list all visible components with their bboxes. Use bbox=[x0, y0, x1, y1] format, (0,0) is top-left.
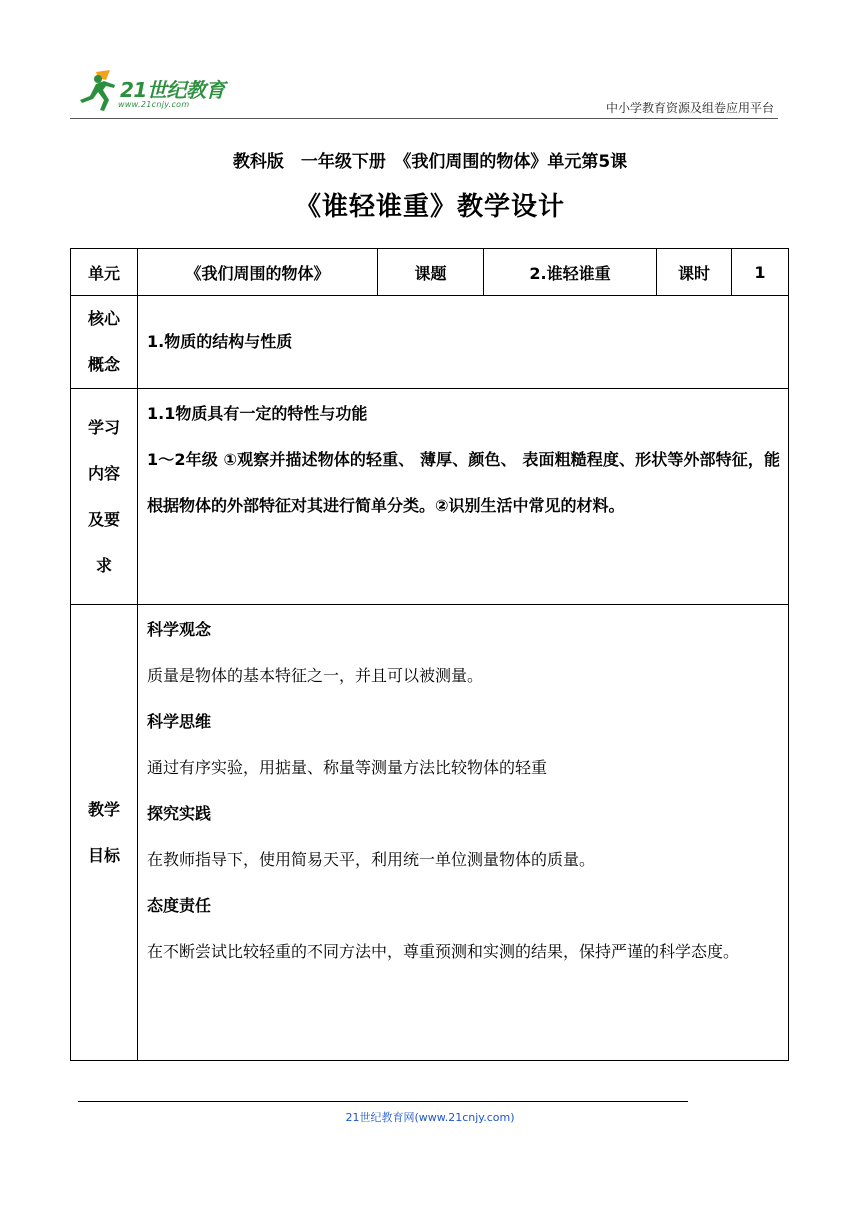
logo-text: 21世纪教育 bbox=[120, 78, 225, 102]
goal-heading: 态度责任 bbox=[147, 896, 212, 915]
header-divider bbox=[70, 118, 778, 119]
teaching-goals-text bbox=[138, 605, 789, 1061]
goal-heading: 科学观念 bbox=[147, 620, 212, 639]
unit-label: 单元 bbox=[71, 249, 138, 296]
site-logo bbox=[76, 70, 246, 116]
unit-value: 《我们周围的物体》 bbox=[138, 249, 378, 296]
table-row bbox=[71, 605, 789, 1061]
core-concept-label: 核心 概念 bbox=[71, 296, 138, 389]
goal-text: 通过有序实验，用掂量、称量等测量方法比较物体的轻重 bbox=[147, 758, 548, 777]
learning-requirements-label: 学习 内容 及要 求 bbox=[71, 389, 138, 605]
goal-text: 在不断尝试比较轻重的不同方法中，尊重预测和实测的结果，保持严谨的科学态度。 bbox=[147, 942, 740, 961]
goal-text: 在教师指导下，使用简易天平，利用统一单位测量物体的质量。 bbox=[147, 850, 596, 869]
topic-value: 2.谁轻谁重 bbox=[484, 249, 657, 296]
core-concept-text: 1.物质的结构与性质 bbox=[138, 296, 789, 389]
goal-text: 质量是物体的基本特征之一，并且可以被测量。 bbox=[147, 666, 484, 685]
table-row bbox=[71, 296, 789, 389]
period-label: 课时 bbox=[657, 249, 732, 296]
learning-requirements-text: 1.1物质具有一定的特性与功能 1～2年级 ①观察并描述物体的轻重、 薄厚、颜色、 表面粗糙程度、形状等外部特征，能根据物体的外部特征对其进行简单分类。②识别生活中常见的材料。 bbox=[138, 389, 789, 605]
footer-link[interactable]: 21世纪教育网(www.21cnjy.com) bbox=[345, 1111, 515, 1124]
table-row bbox=[71, 249, 789, 296]
doc-subtitle: 教科版 一年级下册 《我们周围的物体》单元第5课 bbox=[232, 152, 628, 172]
table-row bbox=[71, 389, 789, 605]
goal-heading: 探究实践 bbox=[147, 804, 212, 823]
runner-logo-icon bbox=[76, 70, 122, 116]
period-value: 1 bbox=[732, 249, 789, 296]
topic-label: 课题 bbox=[378, 249, 484, 296]
goal-heading: 科学思维 bbox=[147, 712, 212, 731]
doc-title: 《谁轻谁重》教学设计 bbox=[294, 192, 565, 222]
footer-divider bbox=[78, 1101, 688, 1102]
platform-name: 中小学教育资源及组卷应用平台 bbox=[605, 101, 774, 115]
teaching-goals-label: 教学 目标 bbox=[71, 605, 138, 1061]
logo-url: www.21cnjy.com bbox=[118, 100, 190, 109]
lesson-table bbox=[70, 248, 789, 1061]
